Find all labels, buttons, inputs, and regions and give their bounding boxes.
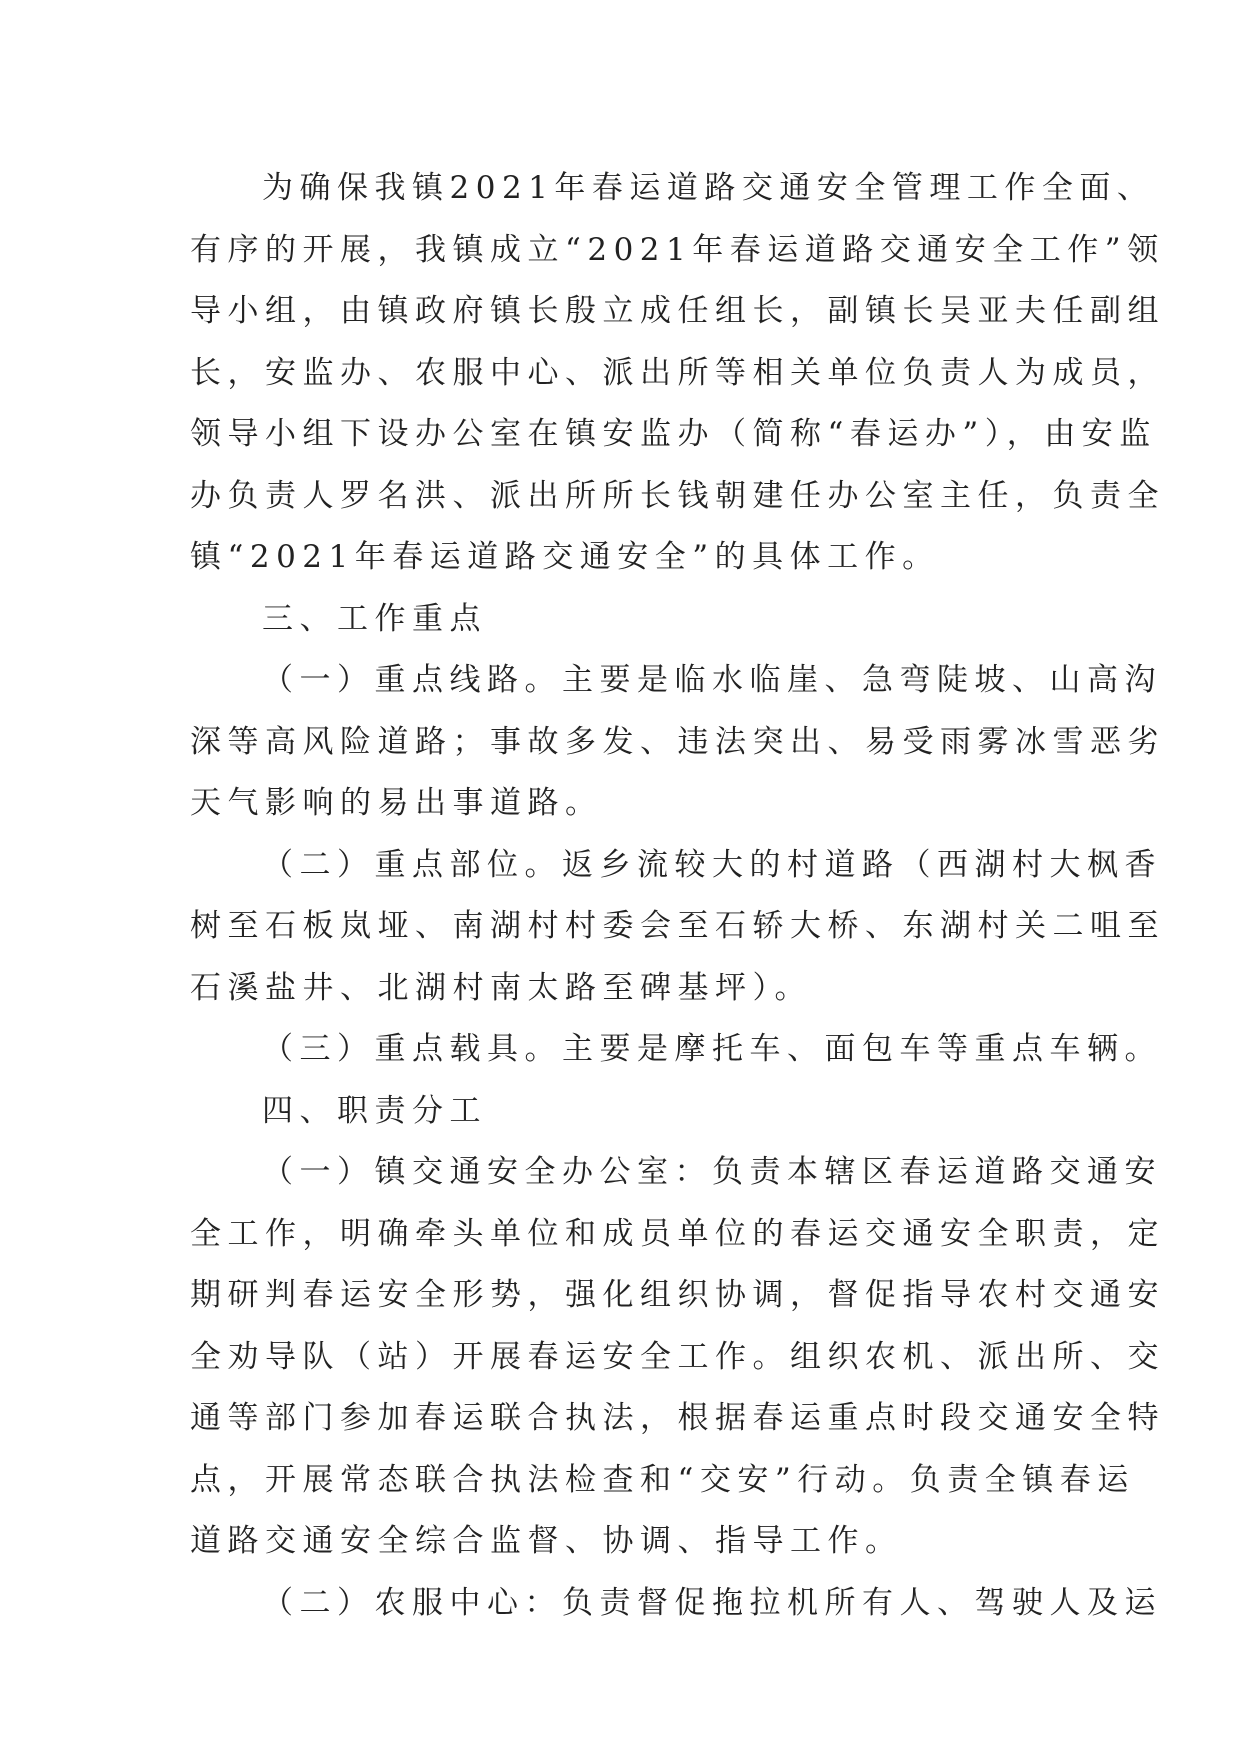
document-body bbox=[190, 158, 1165, 1634]
text-line: 为确保我镇2021年春运道路交通安全管理工作全面、 bbox=[262, 170, 1155, 206]
text-line: 镇“2021年春运道路交通安全”的具体工作。 bbox=[190, 539, 940, 575]
text-line: 全工作，明确牵头单位和成员单位的春运交通安全职责，定 bbox=[190, 1215, 1165, 1252]
text-line: 全劝导队（站）开展春运安全工作。组织农机、派出所、交 bbox=[190, 1338, 1165, 1375]
text-line: （一）镇交通安全办公室：负责本辖区春运道路交通安 bbox=[262, 1154, 1162, 1190]
section-heading: 四、职责分工 bbox=[262, 1092, 487, 1129]
text-line: 导小组，由镇政府镇长殷立成任组长，副镇长吴亚夫任副组 bbox=[190, 293, 1165, 329]
text-line: （三）重点载具。主要是摩托车、面包车等重点车辆。 bbox=[262, 1031, 1162, 1067]
text-line: （二）重点部位。返乡流较大的村道路（西湖村大枫香 bbox=[262, 846, 1162, 883]
text-line: 石溪盐井、北湖村南太路至碑基坪）。 bbox=[190, 969, 812, 1006]
text-line: 通等部门参加春运联合执法，根据春运重点时段交通安全特 bbox=[190, 1400, 1165, 1436]
text-line: 有序的开展，我镇成立“2021年春运道路交通安全工作”领 bbox=[190, 231, 1165, 268]
text-line: 长，安监办、农服中心、派出所等相关单位负责人为成员， bbox=[190, 354, 1165, 391]
text-line: 期研判春运安全形势，强化组织协调，督促指导农村交通安 bbox=[190, 1277, 1165, 1313]
text-line: 办负责人罗名洪、派出所所长钱朝建任办公室主任，负责全 bbox=[190, 477, 1165, 514]
text-line: 道路交通安全综合监督、协调、指导工作。 bbox=[190, 1523, 903, 1559]
text-line: 深等高风险道路；事故多发、违法突出、易受雨雾冰雪恶劣 bbox=[190, 723, 1165, 760]
text-line: （一）重点线路。主要是临水临崖、急弯陡坡、山高沟 bbox=[262, 662, 1162, 698]
text-line: 树至石板岚垭、南湖村村委会至石轿大桥、东湖村关二咀至 bbox=[190, 908, 1165, 944]
text-line: 点，开展常态联合执法检查和“交安”行动。负责全镇春运 bbox=[190, 1461, 1135, 1498]
text-line: 领导小组下设办公室在镇安监办（简称“春运办”），由安监 bbox=[190, 416, 1157, 452]
section-heading: 三、工作重点 bbox=[262, 600, 487, 637]
text-line: 天气影响的易出事道路。 bbox=[190, 785, 603, 821]
text-line: （二）农服中心：负责督促拖拉机所有人、驾驶人及运 bbox=[262, 1584, 1162, 1621]
